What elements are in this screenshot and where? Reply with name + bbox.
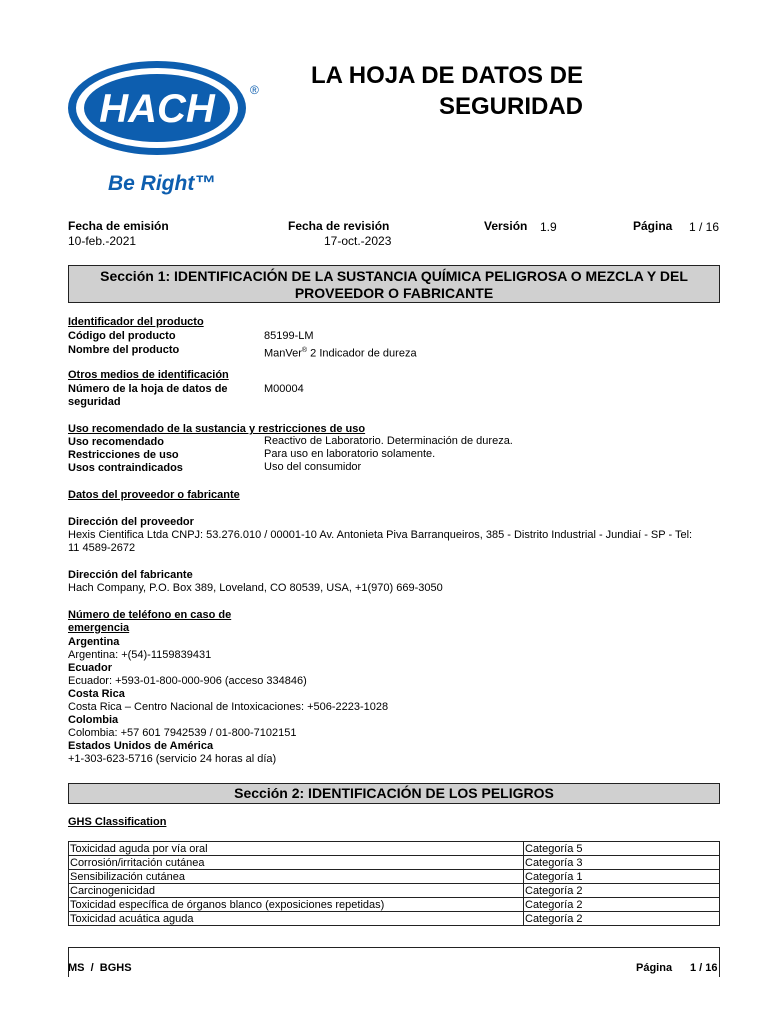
document-title: LA HOJA DE DATOS DE SEGURIDAD [310, 62, 583, 120]
ghs-heading: GHS Classification [68, 816, 167, 828]
ghs-classification-table [68, 841, 720, 926]
supplier-address-value: Hexis Cientifica Ltda CNPJ: 53.276.010 / 00001-10 Av. Antonieta Piva Barranqueiros, 385 - Distrito Industrial - Jundiaí - SP - Tel: 11 4589-2672 [68, 529, 693, 554]
section-1-header: Sección 1: IDENTIFICACIÓN DE LA SUSTANCIA QUÍMICA PELIGROSA O MEZCLA Y DEL PROVEEDOR O FABRICANTE [68, 265, 720, 303]
table-row: Carcinogenicidad Categoría 2 [69, 884, 720, 898]
issue-date-label: Fecha de emisión [68, 219, 169, 233]
issue-date-value: 10-feb.-2021 [68, 234, 137, 248]
logo-brand: HACH [99, 87, 215, 131]
section-2-header: Sección 2: IDENTIFICACIÓN DE LOS PELIGROS [68, 783, 720, 804]
revision-date-label: Fecha de revisión [288, 219, 390, 233]
table-row: Sensibilización cutánea Categoría 1 [69, 870, 720, 884]
sds-number-value: M00004 [264, 383, 304, 395]
emergency-list [68, 636, 724, 766]
supplier-address-label: Dirección del proveedor [68, 516, 194, 528]
version-label: Versión [484, 219, 528, 233]
logo-tagline: Be Right™ [108, 172, 216, 195]
svg-text:®: ® [250, 83, 259, 97]
table-row: Toxicidad específica de órganos blanco (exposiciones repetidas) Categoría 2 [69, 898, 720, 912]
contraindicated-value: Uso del consumidor [264, 461, 362, 473]
page-value: 1 / 16 [689, 220, 720, 234]
emergency-item: Estados Unidos de América +1-303-623-5716 (servicio 24 horas al día) [68, 740, 277, 765]
manufacturer-address-label: Dirección del fabricante [68, 569, 193, 581]
hach-logo [66, 58, 278, 198]
footer-page-value: 1 / 16 [690, 962, 718, 974]
contraindicated-label: Usos contraindicados [68, 462, 183, 474]
emergency-heading: Número de teléfono en caso de emergencia [68, 609, 232, 634]
use-heading: Uso recomendado de la sustancia y restricciones de uso [68, 423, 366, 435]
emergency-item: Argentina Argentina: +(54)-1159839431 [68, 636, 212, 661]
emergency-item: Costa Rica Costa Rica – Centro Nacional de Intoxicaciones: +506-2223-1028 [68, 688, 389, 713]
version-value: 1.9 [540, 220, 557, 234]
supplier-heading: Datos del proveedor o fabricante [68, 489, 240, 501]
emergency-item: Colombia Colombia: +57 601 7942539 / 01-800-7102151 [68, 714, 297, 739]
recommended-use-value: Reactivo de Laboratorio. Determinación de dureza. [264, 435, 513, 447]
table-row: Toxicidad aguda por vía oral Categoría 5 [69, 842, 720, 856]
footer-doc-code: MS / BGHS [68, 962, 132, 974]
restrictions-value: Para uso en laboratorio solamente. [264, 448, 436, 460]
table-row: Toxicidad acuática aguda Categoría 2 [69, 912, 720, 926]
sds-number-label: Número de la hoja de datos de seguridad [68, 383, 228, 408]
other-id-heading: Otros medios de identificación [68, 369, 229, 381]
product-code-label: Código del producto [68, 330, 176, 342]
product-identifier-heading: Identificador del producto [68, 316, 204, 328]
emergency-item: Ecuador Ecuador: +593-01-800-000-906 (acceso 334846) [68, 662, 307, 687]
product-code-value: 85199-LM [264, 330, 314, 342]
revision-date-value: 17-oct.-2023 [324, 234, 392, 248]
restrictions-label: Restricciones de uso [68, 449, 179, 461]
product-name-label: Nombre del producto [68, 344, 180, 356]
footer-box [68, 947, 720, 977]
page-label: Página [633, 219, 673, 233]
recommended-use-label: Uso recomendado [68, 436, 164, 448]
product-name-value: ManVer® 2 Indicador de dureza [264, 347, 417, 360]
footer-page-label: Página [636, 962, 673, 974]
manufacturer-address-value: Hach Company, P.O. Box 389, Loveland, CO 80539, USA, +1(970) 669-3050 [68, 582, 443, 594]
table-row: Corrosión/irritación cutánea Categoría 3 [69, 856, 720, 870]
